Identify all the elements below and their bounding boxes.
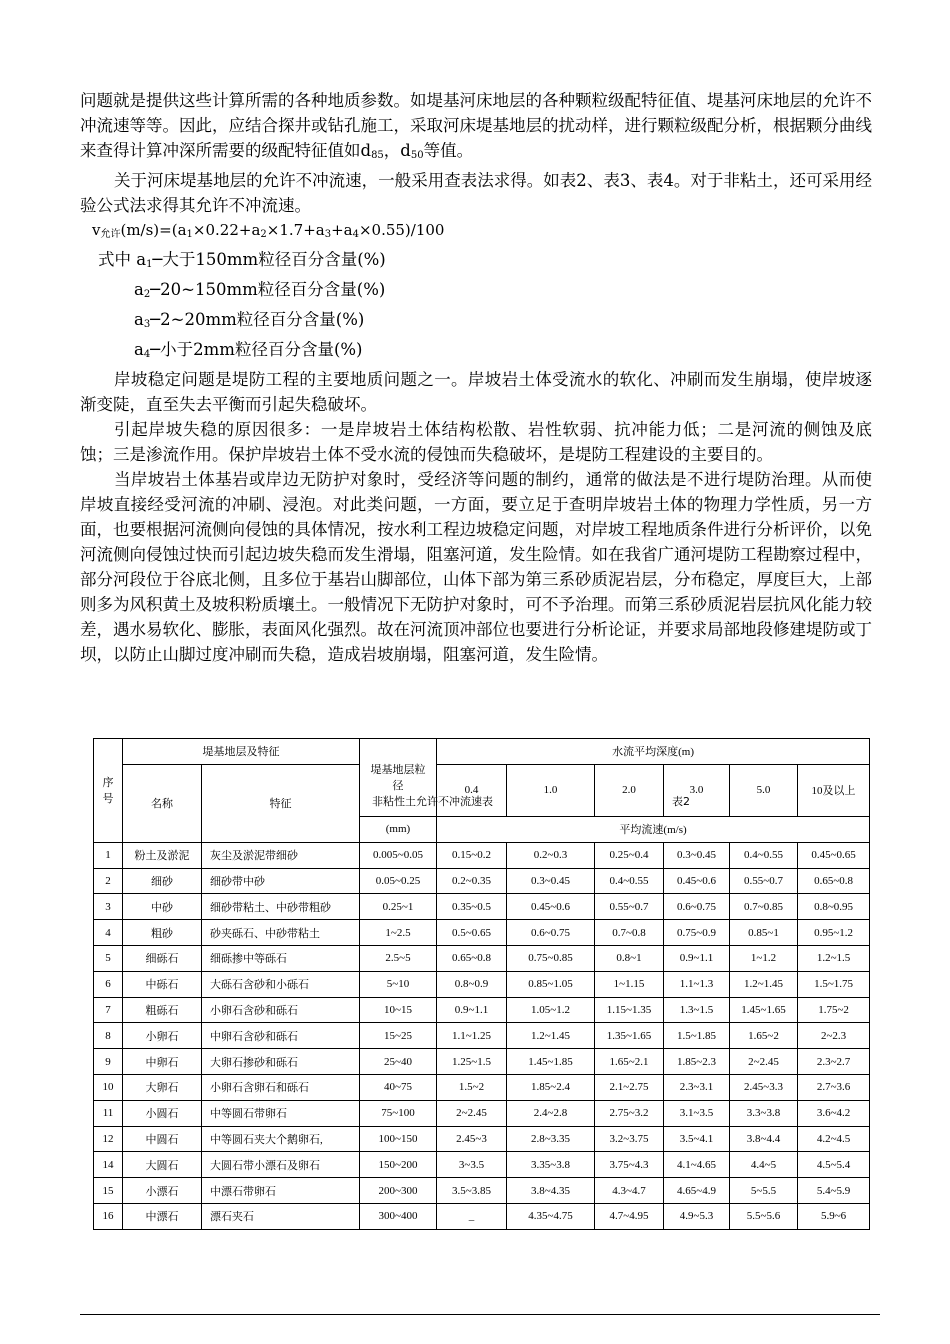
row-grain: 0.05~0.25 [360, 868, 437, 894]
row-velocity: _ [437, 1203, 507, 1229]
document-page [80, 88, 872, 1224]
row-number: 5 [94, 945, 123, 971]
def-a4-text: ─小于2mm粒径百分含量(%) [150, 340, 363, 359]
row-grain: 200~300 [360, 1178, 437, 1204]
row-velocity: 1.85~2.3 [664, 1049, 730, 1075]
row-velocity: 4.9~5.3 [664, 1203, 730, 1229]
definition-a3 [80, 307, 872, 337]
table-row [94, 1100, 870, 1126]
row-velocity: 0.6~0.75 [664, 894, 730, 920]
row-name: 中漂石 [123, 1203, 202, 1229]
row-velocity: 0.7~0.8 [595, 920, 664, 946]
row-velocity: 0.85~1.05 [507, 971, 595, 997]
row-velocity: 0.75~0.9 [664, 920, 730, 946]
row-velocity: 1.2~1.5 [798, 945, 870, 971]
formula-part-4: +a [331, 221, 353, 239]
def-a1-sub: 1 [146, 259, 153, 270]
row-velocity: 0.95~1.2 [798, 920, 870, 946]
row-velocity: 2.3~3.1 [664, 1074, 730, 1100]
row-velocity: 0.4~0.55 [730, 842, 798, 868]
row-name: 粗砾石 [123, 997, 202, 1023]
row-velocity: 0.7~0.85 [730, 894, 798, 920]
row-grain: 5~10 [360, 971, 437, 997]
row-feature: 小卵石含砂和砾石 [202, 997, 360, 1023]
header-seq: 序号 [94, 739, 123, 843]
separator: ， [383, 141, 401, 160]
formula-part-2: ×0.22+a [192, 221, 261, 239]
def-a4-pre: a [134, 340, 144, 359]
table-row [94, 945, 870, 971]
row-velocity: 1~1.2 [730, 945, 798, 971]
row-name: 中砾石 [123, 971, 202, 997]
row-feature: 砂夹砾石、中砂带粘土 [202, 920, 360, 946]
row-name: 小漂石 [123, 1178, 202, 1204]
row-velocity: 5.4~5.9 [798, 1178, 870, 1204]
def-a3-sub: 3 [143, 319, 151, 330]
definition-a2 [80, 277, 872, 307]
row-number: 7 [94, 997, 123, 1023]
row-velocity: 0.8~1 [595, 945, 664, 971]
row-velocity: 2.45~3.3 [730, 1074, 798, 1100]
def-a2-pre: a [134, 280, 144, 299]
paragraph-1-text: 问题就是提供这些计算所需的各种地质参数。如堤基河床地层的各种颗粒级配特征值、堤基河床地层的允许不冲流速等等。因此，应结合探井或钻孔施工，采取河床堤基地层的扰动样，进行颗粒级配分析，根据颗分曲线来查得计算冲深所需要的级配特征值如 [80, 91, 872, 160]
row-velocity: 2.75~3.2 [595, 1100, 664, 1126]
row-velocity: 4.2~4.5 [798, 1126, 870, 1152]
d85-symbol: d [360, 141, 372, 160]
d50-symbol: d [400, 141, 411, 160]
table-row [94, 1049, 870, 1075]
row-velocity: 4.5~5.4 [798, 1152, 870, 1178]
row-velocity: 3.5~4.1 [664, 1126, 730, 1152]
row-velocity: 3.8~4.4 [730, 1126, 798, 1152]
row-feature: 细砂带中砂 [202, 868, 360, 894]
row-number: 6 [94, 971, 123, 997]
formula-part-5: ×0.55)/100 [358, 221, 445, 239]
row-name: 中卵石 [123, 1049, 202, 1075]
row-velocity: 1.35~1.65 [595, 1023, 664, 1049]
definition-a4 [80, 337, 872, 367]
formula-sub-4: 4 [352, 229, 359, 240]
row-velocity: 1.1~1.3 [664, 971, 730, 997]
row-velocity: 2.45~3 [437, 1126, 507, 1152]
row-velocity: 1.2~1.45 [507, 1023, 595, 1049]
row-velocity: 1.5~2 [437, 1074, 507, 1100]
def-a2-sub: 2 [143, 289, 151, 300]
row-velocity: 3.8~4.35 [507, 1178, 595, 1204]
formula-part-1: (m/s)=(a [120, 221, 187, 239]
row-number: 14 [94, 1152, 123, 1178]
table-row [94, 1178, 870, 1204]
paragraph-1 [80, 88, 872, 168]
row-velocity: 0.85~1 [730, 920, 798, 946]
row-feature: 大砾石含砂和小砾石 [202, 971, 360, 997]
header-name: 名称 [123, 764, 202, 842]
row-feature: 漂石夹石 [202, 1203, 360, 1229]
formula-sub-3: 3 [324, 229, 332, 240]
row-feature: 大圆石带小漂石及卵石 [202, 1152, 360, 1178]
paragraph-3: 岸坡稳定问题是堤防工程的主要地质问题之一。岸坡岩土体受流水的软化、冲刷而发生崩塌，使岸坡逐渐变陡，直至失去平衡而引起失稳破坏。 [80, 370, 872, 414]
row-velocity: 4.35~4.75 [507, 1203, 595, 1229]
def-a2-text: ─20~150mm粒径百分含量(%) [150, 280, 386, 299]
row-velocity: 2~2.45 [437, 1100, 507, 1126]
definition-a1 [80, 247, 872, 277]
row-velocity: 0.75~0.85 [507, 945, 595, 971]
row-grain: 40~75 [360, 1074, 437, 1100]
row-grain: 100~150 [360, 1126, 437, 1152]
row-grain: 25~40 [360, 1049, 437, 1075]
row-velocity: 1~1.15 [595, 971, 664, 997]
row-feature: 灰尘及淤泥带细砂 [202, 842, 360, 868]
row-grain: 2.5~5 [360, 945, 437, 971]
row-feature: 中卵石含砂和砾石 [202, 1023, 360, 1049]
header-depth-1: 1.0 [507, 764, 595, 816]
row-velocity: 4.1~4.65 [664, 1152, 730, 1178]
header-grain: 堤基地层粒径 [360, 739, 437, 817]
row-grain: 150~200 [360, 1152, 437, 1178]
row-velocity: 0.4~0.55 [595, 868, 664, 894]
row-velocity: 2.8~3.35 [507, 1126, 595, 1152]
row-velocity: 2.4~2.8 [507, 1100, 595, 1126]
d85-subscript: 85 [371, 150, 384, 161]
table-row [94, 920, 870, 946]
row-velocity: 0.5~0.65 [437, 920, 507, 946]
row-velocity: 0.9~1.1 [664, 945, 730, 971]
row-velocity: 0.6~0.75 [507, 920, 595, 946]
row-feature: 中漂石带卵石 [202, 1178, 360, 1204]
row-name: 中砂 [123, 894, 202, 920]
row-velocity: 3.75~4.3 [595, 1152, 664, 1178]
row-velocity: 0.45~0.65 [798, 842, 870, 868]
row-velocity: 0.55~0.7 [730, 868, 798, 894]
header-grain-unit: (mm) [360, 816, 437, 842]
paragraph-5: 当岸坡岩土体基岩或岸边无防护对象时，受经济等问题的制约，通常的做法是不进行堤防治理。从而使岸坡直接经受河流的冲刷、浸泡。对此类问题，一方面，要立足于查明岸坡岩土体的物理力学性质，另一方面，也要根据河流侧向侵蚀的具体情况，按水利工程边坡稳定问题，对岸坡工程地质条件进行分析评价，以免河流侧向侵蚀过快而引起边坡失稳而发生滑塌，阻塞河道，发生险情。如在我省广通河堤防工程勘察过程中，部分河段位于谷底北侧，且多位于基岩山脚部位，山体下部为第三系砂质泥岩层，分布稳定，厚度巨大，上部则多为风积黄土及坡积粉质壤土。一般情况下无防护对象时，可不予治理。而第三系砂质泥岩层抗风化能力较差，遇水易软化、膨胀，表面风化强烈。故在河流顶冲部位也要进行分析论证，并要求局部地段修建堤防或丁坝，以防止山脚过度冲刷而失稳，造成岩坡崩塌，阻塞河道，发生险情。 [80, 470, 872, 664]
row-velocity: 0.35~0.5 [437, 894, 507, 920]
header-depth-0: 0.4 [437, 764, 507, 816]
row-velocity: 1.65~2.1 [595, 1049, 664, 1075]
velocity-table [93, 738, 870, 1230]
table-row [94, 1152, 870, 1178]
row-velocity: 1.65~2 [730, 1023, 798, 1049]
row-grain: 0.25~1 [360, 894, 437, 920]
row-velocity: 2~2.45 [730, 1049, 798, 1075]
row-name: 细砂 [123, 868, 202, 894]
header-feature: 特征 [202, 764, 360, 842]
formula-part-3: ×1.7+a [266, 221, 325, 239]
def-a3-pre: a [134, 310, 144, 329]
def-a4-sub: 4 [143, 349, 151, 360]
table-bottom-rule [80, 1314, 880, 1315]
row-velocity: 3.35~3.8 [507, 1152, 595, 1178]
row-velocity: 0.45~0.6 [507, 894, 595, 920]
header-depth-2: 2.0 [595, 764, 664, 816]
row-velocity: 3.6~4.2 [798, 1100, 870, 1126]
row-velocity: 1.05~1.2 [507, 997, 595, 1023]
table-number: 表2 [672, 795, 690, 808]
formula-v: v [92, 221, 101, 239]
row-velocity: 2.7~3.6 [798, 1074, 870, 1100]
row-velocity: 3.3~3.8 [730, 1100, 798, 1126]
paragraph-4: 引起岸坡失稳的原因很多：一是岸坡岩土体结构松散、岩性软弱、抗冲能力低；二是河流的侧蚀及底蚀；三是渗流作用。保护岸坡岩土体不受水流的侵蚀而失稳破坏，是堤防工程建设的主要目的。 [80, 420, 872, 464]
table-row [94, 1203, 870, 1229]
row-number: 1 [94, 842, 123, 868]
def-a1-text: ─大于150mm粒径百分含量(%) [152, 250, 386, 269]
row-velocity: 0.9~1.1 [437, 997, 507, 1023]
def-a1-pre: 式中 a [98, 250, 147, 269]
row-number: 2 [94, 868, 123, 894]
table-row [94, 1023, 870, 1049]
row-velocity: 0.65~0.8 [437, 945, 507, 971]
row-name: 粉土及淤泥 [123, 842, 202, 868]
row-feature: 小卵石含卵石和砾石 [202, 1074, 360, 1100]
row-name: 大卵石 [123, 1074, 202, 1100]
row-velocity: 2~2.3 [798, 1023, 870, 1049]
row-velocity: 0.3~0.45 [507, 868, 595, 894]
header-depth-5: 10及以上 [798, 764, 870, 816]
row-velocity: 0.65~0.8 [798, 868, 870, 894]
row-feature: 中等圆石夹大个鹅卵石, [202, 1126, 360, 1152]
row-velocity: 2.1~2.75 [595, 1074, 664, 1100]
row-velocity: 0.2~0.3 [507, 842, 595, 868]
table-row [94, 842, 870, 868]
row-grain: 300~400 [360, 1203, 437, 1229]
row-name: 粗砂 [123, 920, 202, 946]
row-grain: 75~100 [360, 1100, 437, 1126]
row-number: 12 [94, 1126, 123, 1152]
row-grain: 0.005~0.05 [360, 842, 437, 868]
table-title: 非粘性土允许不冲流速表 [372, 795, 493, 808]
row-number: 4 [94, 920, 123, 946]
row-velocity: 1.85~2.4 [507, 1074, 595, 1100]
row-velocity: 3.2~3.75 [595, 1126, 664, 1152]
row-name: 小圆石 [123, 1100, 202, 1126]
row-velocity: 5~5.5 [730, 1178, 798, 1204]
formula-v-sub: 允许 [100, 229, 121, 240]
row-velocity: 3~3.5 [437, 1152, 507, 1178]
row-number: 9 [94, 1049, 123, 1075]
table-row [94, 1074, 870, 1100]
table-row [94, 894, 870, 920]
row-feature: 中等圆石带卵石 [202, 1100, 360, 1126]
row-velocity: 0.15~0.2 [437, 842, 507, 868]
row-feature: 细砂带粘土、中砂带粗砂 [202, 894, 360, 920]
row-velocity: 0.45~0.6 [664, 868, 730, 894]
row-velocity: 0.8~0.9 [437, 971, 507, 997]
row-number: 11 [94, 1100, 123, 1126]
header-velocity: 平均流速(m/s) [437, 816, 870, 842]
d50-subscript: 50 [410, 150, 424, 161]
row-velocity: 4.3~4.7 [595, 1178, 664, 1204]
row-name: 中圆石 [123, 1126, 202, 1152]
header-depth-4: 5.0 [730, 764, 798, 816]
header-depth-3: 3.0 [664, 764, 730, 816]
row-grain: 1~2.5 [360, 920, 437, 946]
row-velocity: 5.5~5.6 [730, 1203, 798, 1229]
row-name: 细砾石 [123, 945, 202, 971]
row-velocity: 1.5~1.75 [798, 971, 870, 997]
row-velocity: 1.3~1.5 [664, 997, 730, 1023]
row-velocity: 1.25~1.5 [437, 1049, 507, 1075]
row-feature: 大卵石掺砂和砾石 [202, 1049, 360, 1075]
table-row [94, 997, 870, 1023]
paragraph-2: 关于河床堤基地层的允许不冲流速，一般采用查表法求得。如表2、表3、表4。对于非粘土，还可采用经验公式法求得其允许不冲流速。 [80, 171, 872, 215]
row-velocity: 4.7~4.95 [595, 1203, 664, 1229]
header-layer-group: 堤基地层及特征 [123, 739, 360, 765]
row-velocity: 1.45~1.65 [730, 997, 798, 1023]
def-a3-text: ─2~20mm粒径百分含量(%) [150, 310, 365, 329]
row-velocity: 0.3~0.45 [664, 842, 730, 868]
row-number: 3 [94, 894, 123, 920]
row-velocity: 1.15~1.35 [595, 997, 664, 1023]
row-velocity: 1.2~1.45 [730, 971, 798, 997]
header-depth-group: 水流平均深度(m) [437, 739, 870, 765]
row-velocity: 0.25~0.4 [595, 842, 664, 868]
row-grain: 10~15 [360, 997, 437, 1023]
row-velocity: 2.3~2.7 [798, 1049, 870, 1075]
row-name: 大圆石 [123, 1152, 202, 1178]
row-velocity: 1.45~1.85 [507, 1049, 595, 1075]
row-velocity: 1.1~1.25 [437, 1023, 507, 1049]
row-number: 15 [94, 1178, 123, 1204]
table-row [94, 971, 870, 997]
row-velocity: 5.9~6 [798, 1203, 870, 1229]
row-velocity: 0.8~0.95 [798, 894, 870, 920]
row-number: 8 [94, 1023, 123, 1049]
row-velocity: 1.5~1.85 [664, 1023, 730, 1049]
row-number: 10 [94, 1074, 123, 1100]
row-velocity: 1.75~2 [798, 997, 870, 1023]
row-velocity: 4.4~5 [730, 1152, 798, 1178]
formula-sub-1: 1 [186, 229, 193, 240]
row-number: 16 [94, 1203, 123, 1229]
row-velocity: 3.1~3.5 [664, 1100, 730, 1126]
paragraph-1-end: 等值。 [423, 141, 474, 160]
row-name: 小卵石 [123, 1023, 202, 1049]
row-velocity: 0.55~0.7 [595, 894, 664, 920]
table-row [94, 1126, 870, 1152]
row-velocity: 4.65~4.9 [664, 1178, 730, 1204]
row-feature: 细砾掺中等砾石 [202, 945, 360, 971]
formula-sub-2: 2 [260, 229, 267, 240]
formula [92, 218, 872, 247]
table-row [94, 868, 870, 894]
row-grain: 15~25 [360, 1023, 437, 1049]
row-velocity: 0.2~0.35 [437, 868, 507, 894]
row-velocity: 3.5~3.85 [437, 1178, 507, 1204]
